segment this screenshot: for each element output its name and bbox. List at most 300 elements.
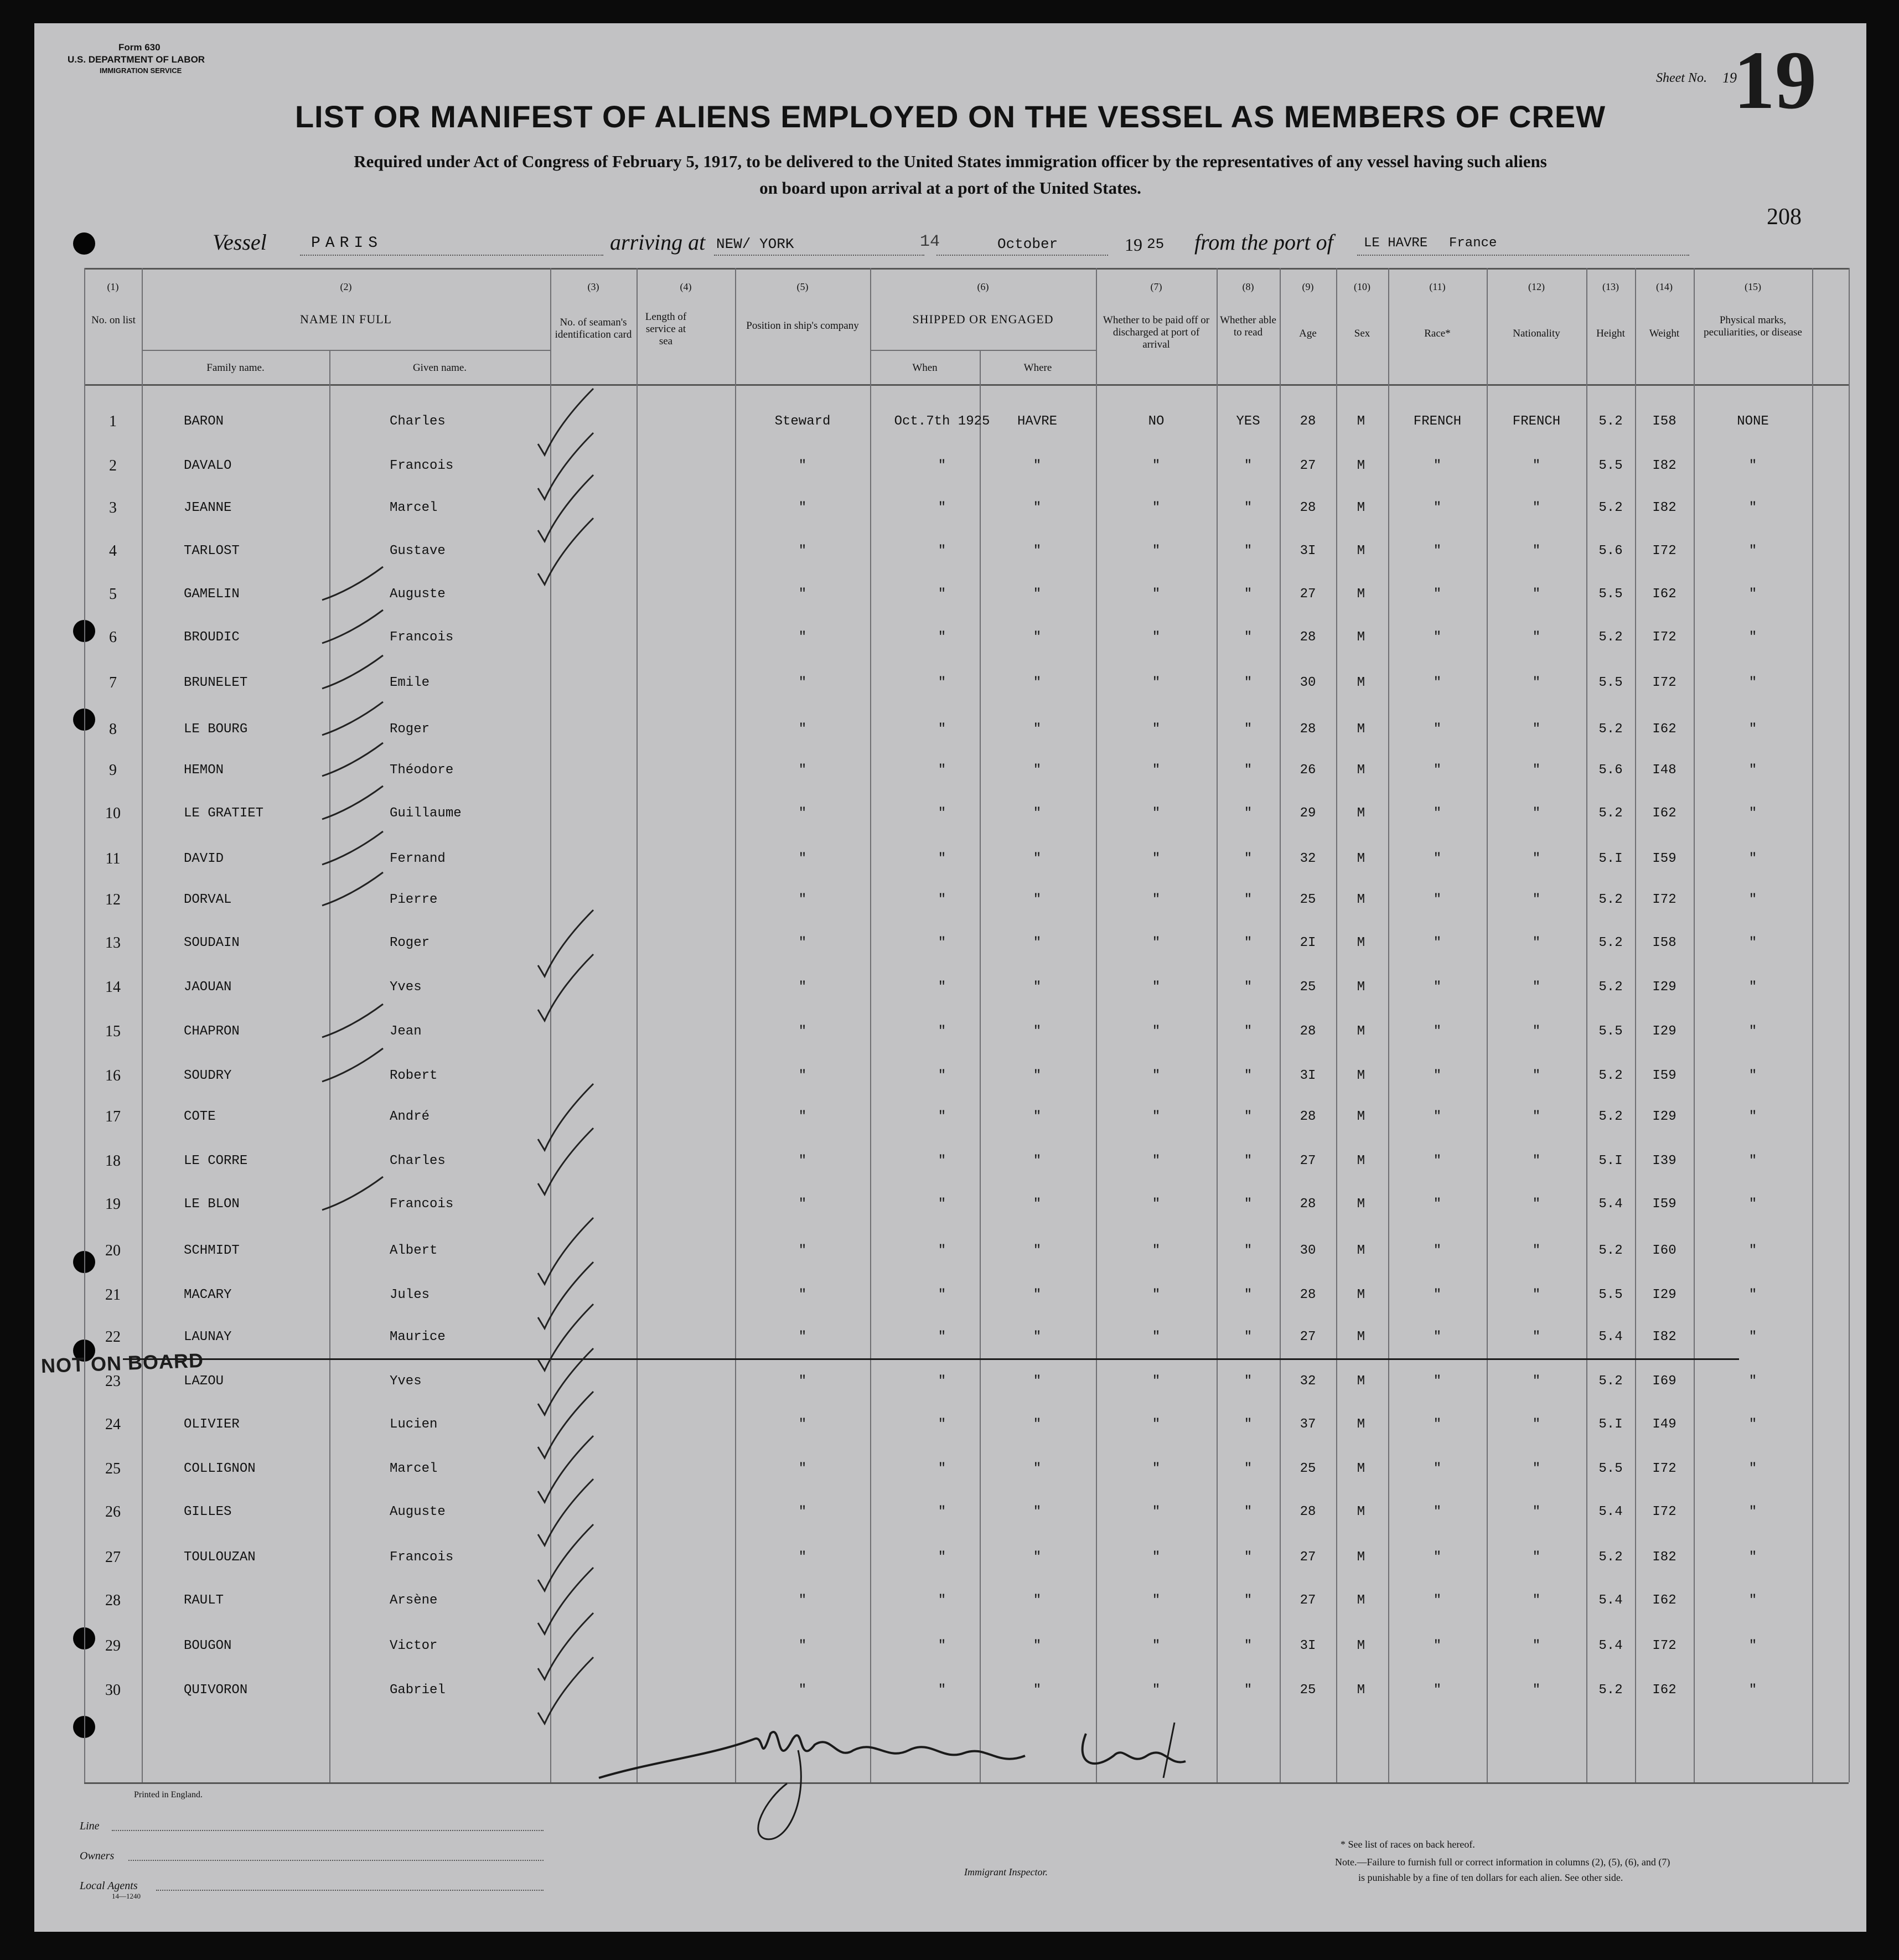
row-number: 22 xyxy=(105,1328,121,1346)
read-ditto: " xyxy=(1244,851,1253,866)
race-ditto: " xyxy=(1433,722,1442,737)
given-name: Jean xyxy=(390,1024,422,1039)
race-ditto: " xyxy=(1433,892,1442,907)
height-cell: 5.2 xyxy=(1598,722,1623,737)
height-cell: 5.4 xyxy=(1598,1504,1623,1519)
age-cell: 3I xyxy=(1300,544,1316,558)
col-marks-label: Physical marks, peculiarities, or disease xyxy=(1704,314,1802,338)
row-number: 3 xyxy=(109,499,117,516)
weight-cell: I29 xyxy=(1652,980,1676,995)
paid-ditto: " xyxy=(1152,1197,1161,1212)
sex-cell: M xyxy=(1357,675,1365,690)
position-ditto: " xyxy=(798,1417,807,1432)
family-name: TARLOST xyxy=(184,544,240,558)
nationality-ditto: " xyxy=(1532,1197,1541,1212)
col-no-label: No. on list xyxy=(91,314,136,326)
family-name: LE BOURG xyxy=(184,722,248,737)
when-ditto: " xyxy=(938,544,946,558)
when-ditto: " xyxy=(938,1243,946,1258)
nationality-ditto: " xyxy=(1532,1330,1541,1344)
marks-ditto: " xyxy=(1748,763,1757,778)
height-cell: 5.5 xyxy=(1598,458,1623,473)
height-cell: 5.2 xyxy=(1598,892,1623,907)
read-ditto: " xyxy=(1244,1068,1253,1083)
paid-ditto: " xyxy=(1152,1154,1161,1168)
paid-ditto: " xyxy=(1152,544,1161,558)
position-ditto: " xyxy=(798,763,807,778)
arrival-month: October xyxy=(997,236,1058,252)
given-name: Robert xyxy=(390,1068,438,1083)
col-race-label: Race* xyxy=(1424,328,1451,339)
nationality-ditto: " xyxy=(1532,1504,1541,1519)
family-name: COLLIGNON xyxy=(184,1461,256,1476)
row-number: 20 xyxy=(105,1242,121,1259)
sex-cell: M xyxy=(1357,1461,1365,1476)
read-ditto: " xyxy=(1244,1461,1253,1476)
when-ditto: " xyxy=(938,1417,946,1432)
position-ditto: " xyxy=(798,1374,807,1389)
height-cell: 5.2 xyxy=(1598,1243,1623,1258)
sheet-handwritten: 19 xyxy=(1722,70,1737,86)
height-cell: 5.5 xyxy=(1598,1024,1623,1039)
when-ditto: " xyxy=(938,1109,946,1124)
read-ditto: " xyxy=(1244,1417,1253,1432)
row-number: 5 xyxy=(109,586,117,603)
where-ditto: " xyxy=(1033,587,1042,602)
when-ditto: " xyxy=(938,1683,946,1698)
shipped-when-cell: Oct.7th 1925 xyxy=(894,414,990,429)
vessel-label: Vessel xyxy=(213,230,267,255)
paid-off-cell: NO xyxy=(1148,414,1165,429)
sex-cell: M xyxy=(1357,1638,1365,1653)
height-cell: 5.I xyxy=(1598,1417,1623,1432)
weight-cell: I59 xyxy=(1652,1197,1676,1212)
race-ditto: " xyxy=(1433,935,1442,950)
checkmark xyxy=(322,1177,383,1210)
inspector-label: Immigrant Inspector. xyxy=(964,1866,1048,1878)
given-name: Théodore xyxy=(390,763,454,778)
row-number: 11 xyxy=(105,850,121,867)
family-name: SOUDRY xyxy=(184,1068,232,1083)
when-ditto: " xyxy=(938,1330,946,1344)
family-name: BROUDIC xyxy=(184,630,240,645)
paid-ditto: " xyxy=(1152,1287,1161,1302)
height-cell: 5.I xyxy=(1598,1154,1623,1168)
family-name: BOUGON xyxy=(184,1638,232,1653)
given-name: Arsène xyxy=(390,1593,438,1608)
family-name: TOULOUZAN xyxy=(184,1550,256,1565)
race-ditto: " xyxy=(1433,1287,1442,1302)
height-cell: 5.4 xyxy=(1598,1593,1623,1608)
sex-cell: M xyxy=(1357,544,1365,558)
height-cell: 5.4 xyxy=(1598,1197,1623,1212)
nationality-ditto: " xyxy=(1532,722,1541,737)
date-stamp: 14 xyxy=(920,232,940,251)
read-ditto: " xyxy=(1244,1330,1253,1344)
family-name: QUIVORON xyxy=(184,1683,248,1698)
nationality-ditto: " xyxy=(1532,458,1541,473)
family-name: GAMELIN xyxy=(184,587,240,602)
family-name: RAULT xyxy=(184,1593,224,1608)
race-ditto: " xyxy=(1433,1461,1442,1476)
paid-ditto: " xyxy=(1152,1417,1161,1432)
position-ditto: " xyxy=(798,806,807,821)
age-cell: 28 xyxy=(1300,630,1316,645)
marks-ditto: " xyxy=(1748,544,1757,558)
sex-cell: M xyxy=(1357,1417,1365,1432)
where-ditto: " xyxy=(1033,763,1042,778)
weight-cell: I72 xyxy=(1652,630,1676,645)
checkmark xyxy=(538,1524,593,1591)
given-name: Francois xyxy=(390,1197,454,1212)
nationality-ditto: " xyxy=(1532,806,1541,821)
nationality-ditto: " xyxy=(1532,935,1541,950)
sex-cell: M xyxy=(1357,1593,1365,1608)
age-cell: 28 xyxy=(1300,1109,1316,1124)
weight-cell: I82 xyxy=(1652,1550,1676,1565)
checkmark xyxy=(538,1392,593,1458)
race-ditto: " xyxy=(1433,1154,1442,1168)
checkmark xyxy=(538,518,593,585)
col-shipped-label: SHIPPED OR ENGAGED xyxy=(912,312,1054,326)
paid-ditto: " xyxy=(1152,630,1161,645)
position-ditto: " xyxy=(798,1593,807,1608)
weight-cell: I48 xyxy=(1652,763,1676,778)
race-ditto: " xyxy=(1433,544,1442,558)
family-name: DORVAL xyxy=(184,892,232,907)
footer-agents-label: Local Agents xyxy=(80,1880,138,1892)
position-ditto: " xyxy=(798,1024,807,1039)
given-name: Francois xyxy=(390,458,454,473)
family-name: LE GRATIET xyxy=(184,806,264,821)
family-name: LAUNAY xyxy=(184,1330,232,1344)
sex-cell: M xyxy=(1357,1197,1365,1212)
checkmark xyxy=(322,1004,383,1037)
where-ditto: " xyxy=(1033,544,1042,558)
family-name: JEANNE xyxy=(184,500,232,515)
read-ditto: " xyxy=(1244,892,1253,907)
sex-cell: M xyxy=(1357,892,1365,907)
sex-cell: M xyxy=(1357,935,1365,950)
row-number: 24 xyxy=(105,1416,121,1433)
age-cell: 3I xyxy=(1300,1068,1316,1083)
age-cell: 27 xyxy=(1300,1593,1316,1608)
weight-cell: I29 xyxy=(1652,1109,1676,1124)
nationality-ditto: " xyxy=(1532,1593,1541,1608)
nationality-ditto: " xyxy=(1532,763,1541,778)
marks-ditto: " xyxy=(1748,1287,1757,1302)
checkmark xyxy=(538,1084,593,1150)
where-ditto: " xyxy=(1033,980,1042,995)
race-ditto: " xyxy=(1433,500,1442,515)
checkmark xyxy=(538,1479,593,1545)
col-num: (7) xyxy=(1150,281,1162,292)
row-number: 8 xyxy=(109,721,117,738)
when-ditto: " xyxy=(938,806,946,821)
position-ditto: " xyxy=(798,1638,807,1653)
nationality-ditto: " xyxy=(1532,1417,1541,1432)
col-height-label: Height xyxy=(1596,328,1625,339)
inspector-signature xyxy=(588,1700,1285,1866)
race-ditto: " xyxy=(1433,1197,1442,1212)
col-num: (3) xyxy=(587,281,599,292)
checkmark xyxy=(322,743,383,776)
given-name: Guillaume xyxy=(390,806,462,821)
marks-ditto: " xyxy=(1748,722,1757,737)
paid-ditto: " xyxy=(1152,806,1161,821)
row-number: 16 xyxy=(105,1067,121,1084)
when-ditto: " xyxy=(938,851,946,866)
given-name: Auguste xyxy=(390,587,446,602)
sex-cell: M xyxy=(1357,1504,1365,1519)
weight-cell: I82 xyxy=(1652,458,1676,473)
marks-ditto: " xyxy=(1748,935,1757,950)
race-ditto: " xyxy=(1433,1068,1442,1083)
col-num: (10) xyxy=(1354,281,1370,292)
weight-cell: I60 xyxy=(1652,1243,1676,1258)
read-ditto: " xyxy=(1244,1109,1253,1124)
checkmark xyxy=(538,1436,593,1502)
where-ditto: " xyxy=(1033,1068,1042,1083)
row-number: 28 xyxy=(105,1592,121,1609)
marks-ditto: " xyxy=(1748,1461,1757,1476)
when-ditto: " xyxy=(938,587,946,602)
paid-ditto: " xyxy=(1152,1024,1161,1039)
nationality-cell: FRENCH xyxy=(1512,414,1561,429)
col-where-label: Where xyxy=(1023,362,1052,374)
checkmark xyxy=(538,1304,593,1371)
paid-ditto: " xyxy=(1152,980,1161,995)
race-ditto: " xyxy=(1433,675,1442,690)
col-num: (9) xyxy=(1302,281,1314,292)
family-name: DAVID xyxy=(184,851,224,866)
height-cell: 5.4 xyxy=(1598,1638,1623,1653)
sex-cell: M xyxy=(1357,587,1365,602)
subtitle-line1: Required under Act of Congress of February 5, 1917, to be delivered to the United States immigration officer by the representatives of any vessel having such aliens xyxy=(354,152,1547,171)
where-ditto: " xyxy=(1033,851,1042,866)
where-ditto: " xyxy=(1033,500,1042,515)
given-name: Fernand xyxy=(390,851,446,866)
read-ditto: " xyxy=(1244,1243,1253,1258)
race-cell: FRENCH xyxy=(1413,414,1462,429)
read-ditto: " xyxy=(1244,1593,1253,1608)
paid-ditto: " xyxy=(1152,892,1161,907)
given-name: Gustave xyxy=(390,544,446,558)
where-ditto: " xyxy=(1033,806,1042,821)
sex-cell: M xyxy=(1357,1374,1365,1389)
age-cell: 32 xyxy=(1300,1374,1316,1389)
read-ditto: " xyxy=(1244,1638,1253,1653)
nationality-ditto: " xyxy=(1532,892,1541,907)
sheet-stamp: 19 xyxy=(1734,34,1817,126)
nationality-ditto: " xyxy=(1532,1461,1541,1476)
sex-cell: M xyxy=(1357,1683,1365,1698)
weight-cell: I58 xyxy=(1652,935,1676,950)
read-ditto: " xyxy=(1244,1197,1253,1212)
nationality-ditto: " xyxy=(1532,1243,1541,1258)
checkmark xyxy=(322,567,383,600)
col-num: (2) xyxy=(340,281,352,292)
checkmark xyxy=(538,1568,593,1634)
marks-ditto: " xyxy=(1748,1330,1757,1344)
when-ditto: " xyxy=(938,500,946,515)
given-name: Charles xyxy=(390,1154,446,1168)
position-ditto: " xyxy=(798,1109,807,1124)
age-cell: 28 xyxy=(1300,1504,1316,1519)
row-number: 25 xyxy=(105,1460,121,1477)
read-ditto: " xyxy=(1244,675,1253,690)
age-cell: 28 xyxy=(1300,500,1316,515)
row-number: 19 xyxy=(105,1196,121,1213)
sex-cell: M xyxy=(1357,980,1365,995)
family-name: LE CORRE xyxy=(184,1154,248,1168)
sex-cell: M xyxy=(1357,458,1365,473)
sex-cell: M xyxy=(1357,1024,1365,1039)
row-number: 6 xyxy=(109,629,117,646)
marks-ditto: " xyxy=(1748,1197,1757,1212)
weight-cell: I29 xyxy=(1652,1024,1676,1039)
race-ditto: " xyxy=(1433,806,1442,821)
checkmark xyxy=(322,786,383,819)
checkmark xyxy=(322,702,383,735)
year-suffix: 25 xyxy=(1147,236,1165,252)
paid-ditto: " xyxy=(1152,458,1161,473)
paid-ditto: " xyxy=(1152,1330,1161,1344)
race-ditto: " xyxy=(1433,763,1442,778)
col-num: (4) xyxy=(680,281,692,292)
paid-ditto: " xyxy=(1152,1461,1161,1476)
row-number: 1 xyxy=(109,413,117,430)
paid-ditto: " xyxy=(1152,1550,1161,1565)
height-cell: 5.6 xyxy=(1598,544,1623,558)
height-cell: 5.2 xyxy=(1598,630,1623,645)
nationality-ditto: " xyxy=(1532,980,1541,995)
age-cell: 29 xyxy=(1300,806,1316,821)
read-ditto: " xyxy=(1244,763,1253,778)
col-num: (12) xyxy=(1528,281,1545,292)
nationality-ditto: " xyxy=(1532,1374,1541,1389)
sex-cell: M xyxy=(1357,1287,1365,1302)
col-when-label: When xyxy=(912,362,938,374)
paid-ditto: " xyxy=(1152,1683,1161,1698)
height-cell: 5.5 xyxy=(1598,675,1623,690)
penalty-note-1: Note.—Failure to furnish full or correct information in columns (2), (5), (6), and (7) xyxy=(1335,1856,1670,1868)
from-country: France xyxy=(1449,236,1497,251)
marks-ditto: " xyxy=(1748,1417,1757,1432)
position-ditto: " xyxy=(798,935,807,950)
col-num: (15) xyxy=(1745,281,1761,292)
footer-owners-label: Owners xyxy=(80,1850,115,1862)
checkmark xyxy=(538,1262,593,1328)
sex-cell: M xyxy=(1357,630,1365,645)
height-cell: 5.5 xyxy=(1598,1461,1623,1476)
age-cell: 27 xyxy=(1300,458,1316,473)
given-name: Roger xyxy=(390,935,430,950)
read-ditto: " xyxy=(1244,500,1253,515)
col-num: (5) xyxy=(796,281,809,292)
when-ditto: " xyxy=(938,1197,946,1212)
position-ditto: " xyxy=(798,1504,807,1519)
when-ditto: " xyxy=(938,722,946,737)
where-ditto: " xyxy=(1033,630,1042,645)
nationality-ditto: " xyxy=(1532,1154,1541,1168)
race-ditto: " xyxy=(1433,1638,1442,1653)
weight-cell: I62 xyxy=(1652,1593,1676,1608)
checkmark xyxy=(538,1128,593,1194)
read-ditto: " xyxy=(1244,544,1253,558)
weight-cell: I62 xyxy=(1652,806,1676,821)
nationality-ditto: " xyxy=(1532,1638,1541,1653)
where-ditto: " xyxy=(1033,1154,1042,1168)
weight-cell: I59 xyxy=(1652,851,1676,866)
where-ditto: " xyxy=(1033,935,1042,950)
when-ditto: " xyxy=(938,1154,946,1168)
family-name: MACARY xyxy=(184,1287,232,1302)
col-num: (11) xyxy=(1429,281,1446,292)
nationality-ditto: " xyxy=(1532,1068,1541,1083)
read-ditto: " xyxy=(1244,935,1253,950)
checkmark xyxy=(322,831,383,865)
shipped-where-cell: HAVRE xyxy=(1017,414,1058,429)
family-name: LE BLON xyxy=(184,1197,240,1212)
marks-ditto: " xyxy=(1748,1374,1757,1389)
nationality-ditto: " xyxy=(1532,675,1541,690)
age-cell: 28 xyxy=(1300,1287,1316,1302)
family-name: BARON xyxy=(184,414,224,429)
marks-ditto: " xyxy=(1748,630,1757,645)
given-name: Marcel xyxy=(390,500,438,515)
col-card-label: No. of seaman's identification card xyxy=(555,317,632,340)
marks-ditto: " xyxy=(1748,1109,1757,1124)
height-cell: 5.4 xyxy=(1598,1330,1623,1344)
family-name: JAOUAN xyxy=(184,980,232,995)
marks-ditto: " xyxy=(1748,675,1757,690)
checkmark xyxy=(538,910,593,976)
family-name: GILLES xyxy=(184,1504,232,1519)
sex-cell: M xyxy=(1357,763,1365,778)
col-read-label: Whether able to read xyxy=(1220,314,1276,338)
paid-ditto: " xyxy=(1152,1068,1161,1083)
paid-ditto: " xyxy=(1152,1504,1161,1519)
when-ditto: " xyxy=(938,935,946,950)
paid-ditto: " xyxy=(1152,1374,1161,1389)
read-ditto: " xyxy=(1244,630,1253,645)
where-ditto: " xyxy=(1033,1504,1042,1519)
position-ditto: " xyxy=(798,1550,807,1565)
read-ditto: " xyxy=(1244,1683,1253,1698)
row-number: 26 xyxy=(105,1503,121,1521)
sex-cell: M xyxy=(1357,1068,1365,1083)
footer-agents-code: 14—1240 xyxy=(112,1892,141,1900)
height-cell: 5.2 xyxy=(1598,1068,1623,1083)
height-cell: 5.5 xyxy=(1598,587,1623,602)
read-ditto: " xyxy=(1244,1024,1253,1039)
marks-ditto: " xyxy=(1748,806,1757,821)
checkmark xyxy=(538,954,593,1021)
sheet-label: Sheet No. xyxy=(1656,71,1707,85)
given-name: Marcel xyxy=(390,1461,438,1476)
col-weight-label: Weight xyxy=(1649,328,1680,339)
position-ditto: " xyxy=(798,587,807,602)
col-sex-label: Sex xyxy=(1354,328,1370,339)
race-ditto: " xyxy=(1433,1330,1442,1344)
row-number: 12 xyxy=(105,891,121,908)
given-name: Yves xyxy=(390,980,422,995)
age-cell: 27 xyxy=(1300,1550,1316,1565)
paid-ditto: " xyxy=(1152,675,1161,690)
height-cell: 5.5 xyxy=(1598,1287,1623,1302)
when-ditto: " xyxy=(938,1593,946,1608)
